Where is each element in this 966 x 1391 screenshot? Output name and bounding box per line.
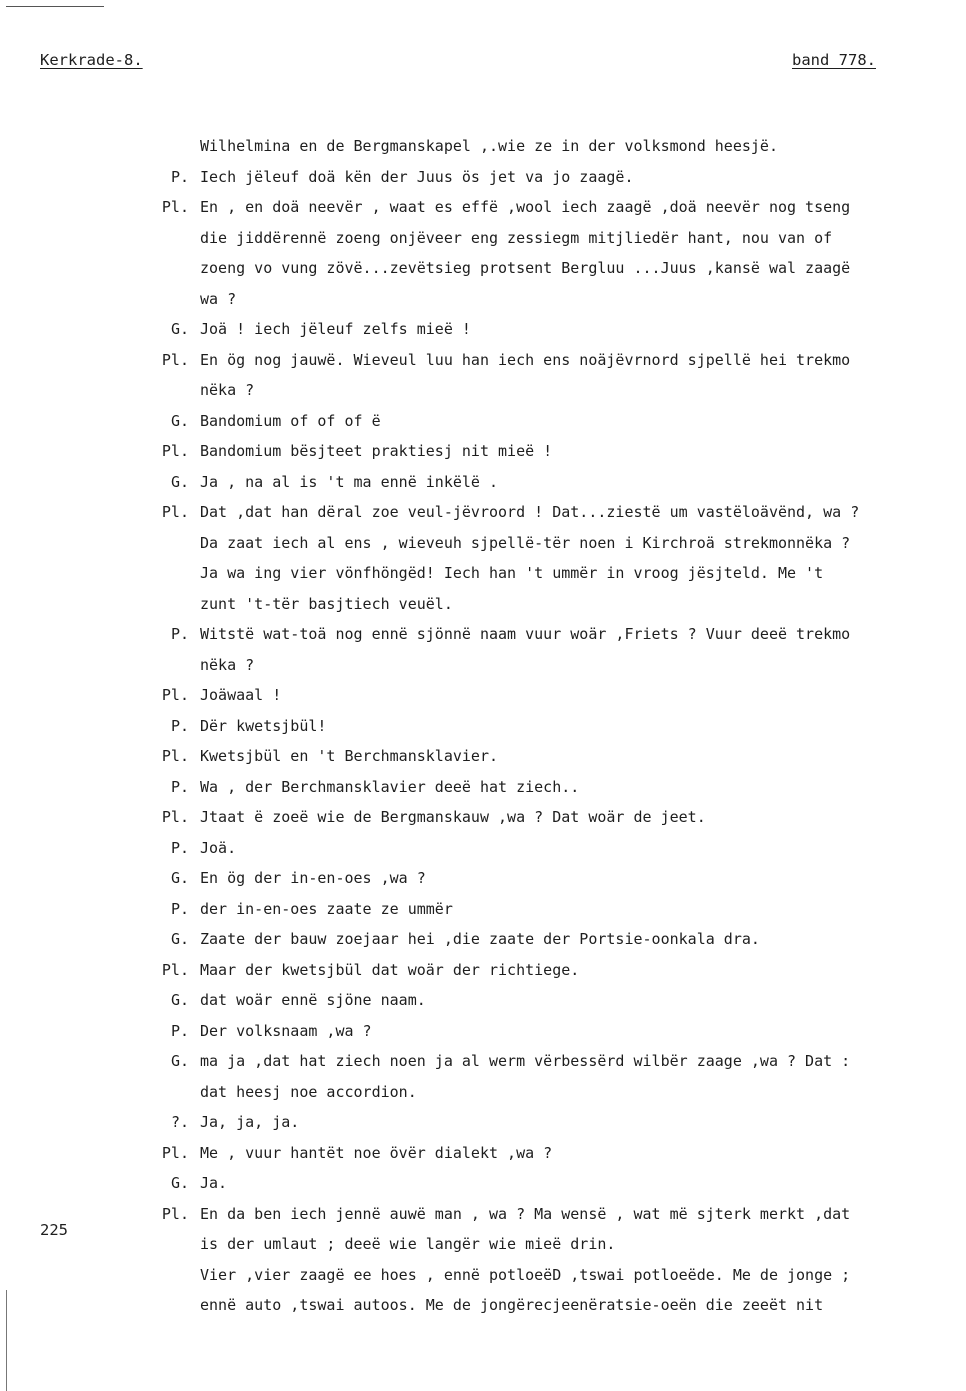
- transcript-line: [0, 345, 966, 376]
- line-text: Da zaat iech al ens , wieveuh sjpellë-tër noen i Kirchroä strekmonnëka ?: [200, 533, 851, 552]
- transcript-line: [0, 192, 966, 223]
- line-text: dat heesj noe accordion.: [200, 1082, 417, 1101]
- transcript-line: [0, 253, 966, 284]
- line-text: Iech jëleuf doä kën der Juus ös jet va jo zaagë.: [200, 167, 634, 186]
- speaker-label: Pl.: [161, 1143, 189, 1162]
- transcript-line: [0, 1016, 966, 1047]
- transcript-line: [0, 436, 966, 467]
- speaker-label: Pl.: [161, 960, 189, 979]
- line-text: Zaate der bauw zoejaar hei ,die zaate der Portsie-oonkala dra.: [200, 930, 760, 948]
- line-text: Witstë wat-toä nog ennë sjönnë naam vuur woär ,Friets ? Vuur deeë trekmo: [200, 625, 851, 643]
- transcript-line: [0, 1229, 966, 1260]
- line-text: Vier ,vier zaagë ee hoes , ennë potloeëD ,tswai potloeëde. Me de jonge ;: [200, 1265, 851, 1284]
- line-text: Joä ! iech jëleuf zelfs mieë !: [200, 320, 471, 338]
- transcript-line: [0, 375, 966, 406]
- header-tape-number: band 778.: [792, 51, 876, 69]
- transcript-line: [0, 558, 966, 589]
- speaker-label: P.: [170, 716, 189, 735]
- transcript-line: [0, 711, 966, 742]
- speaker-label: G.: [170, 930, 189, 948]
- transcript-line: [0, 802, 966, 833]
- line-text: dat woär ennë sjöne naam.: [200, 991, 426, 1009]
- speaker-label: G.: [170, 411, 189, 430]
- transcript-line: [0, 1260, 966, 1291]
- line-text: En da ben iech jennë auwë man , wa ? Ma wensë , wat më sjterk merkt ,dat: [200, 1204, 851, 1223]
- speaker-label: G.: [170, 1052, 189, 1070]
- speaker-label: Pl.: [161, 350, 189, 369]
- transcript-line: [0, 131, 966, 162]
- transcript-line: [0, 223, 966, 254]
- line-text: Jtaat ë zoeë wie de Bergmanskauw ,wa ? Dat woär de jeet.: [200, 808, 706, 826]
- line-text: zoeng vo vung zövë...zevëtsieg protsent Bergluu ...Juus ,kansë wal zaagë: [200, 259, 851, 277]
- transcript-line: [0, 497, 966, 528]
- transcript-body: [0, 131, 966, 1321]
- line-text: is der umlaut ; deeë wie langër wie mieë drin.: [200, 1235, 616, 1253]
- transcript-line: [0, 1077, 966, 1108]
- line-text: Der volksnaam ,wa ?: [200, 1021, 372, 1040]
- transcript-line: [0, 985, 966, 1016]
- page-number: 225: [40, 1221, 68, 1239]
- line-text: nëka ?: [200, 381, 255, 399]
- transcript-line: [0, 1168, 966, 1199]
- speaker-label: Pl.: [161, 503, 189, 521]
- speaker-label: Pl.: [161, 686, 189, 704]
- transcript-line: [0, 589, 966, 620]
- transcript-line: [0, 467, 966, 498]
- transcript-line: [0, 1107, 966, 1138]
- line-text: ennë auto ,tswai autoos. Me de jongërecjeenëratsie-oeën die zeeët nit: [200, 1296, 824, 1314]
- speaker-label: ?.: [170, 1113, 189, 1131]
- transcript-line: [0, 284, 966, 315]
- header-location: Kerkrade-8.: [40, 51, 143, 69]
- transcript-line: [0, 528, 966, 559]
- line-text: Dat ,dat han dëral zoe veul-jëvroord ! Dat...ziestë um vastëloävënd, wa ?: [200, 503, 860, 521]
- line-text: Maar der kwetsjbül dat woär der richtiege.: [200, 960, 580, 979]
- transcript-line: [0, 955, 966, 986]
- speaker-label: Pl.: [161, 198, 189, 216]
- line-text: En ög nog jauwë. Wieveul luu han iech ens noäjëvrnord sjpellë hei trekmo: [200, 350, 851, 369]
- line-text: Ja.: [200, 1174, 228, 1192]
- transcript-line: [0, 924, 966, 955]
- speaker-label: P.: [170, 777, 189, 796]
- transcript-line: [0, 833, 966, 864]
- transcript-line: [0, 772, 966, 803]
- speaker-label: G.: [170, 472, 189, 491]
- line-text: En ög der in-en-oes ,wa ?: [200, 869, 426, 887]
- speaker-label: G.: [170, 869, 189, 887]
- margin-line: [6, 1290, 7, 1391]
- speaker-label: P.: [170, 625, 189, 643]
- speaker-label: Pl.: [161, 1204, 189, 1223]
- line-text: Wilhelmina en de Bergmanskapel ,.wie ze in der volksmond heesjë.: [200, 137, 778, 155]
- speaker-label: P.: [170, 899, 189, 918]
- line-text: der in-en-oes zaate ze ummër: [200, 899, 453, 918]
- transcript-line: [0, 1138, 966, 1169]
- speaker-label: G.: [170, 1174, 189, 1192]
- transcript-line: [0, 406, 966, 437]
- line-text: Bandomium of of of ë: [200, 411, 381, 430]
- transcript-line: [0, 619, 966, 650]
- line-text: Joäwaal !: [200, 686, 282, 704]
- speaker-label: Pl.: [161, 442, 189, 460]
- line-text: ma ja ,dat hat ziech noen ja al werm vërbessërd wilbër zaage ,wa ? Dat :: [200, 1052, 851, 1070]
- speaker-label: G.: [170, 991, 189, 1009]
- line-text: En , en doä neevër , waat es effë ,wool iech zaagë ,doä neevër nog tseng: [200, 198, 851, 216]
- line-text: zunt 't-tër basjtiech veuël.: [200, 594, 453, 613]
- line-text: Me , vuur hantët noe övër dialekt ,wa ?: [200, 1143, 553, 1162]
- transcript-line: [0, 650, 966, 681]
- line-text: Wa , der Berchmansklavier deeë hat ziech..: [200, 777, 580, 796]
- speaker-label: P.: [170, 838, 189, 857]
- line-text: Joä.: [200, 838, 237, 857]
- speaker-label: P.: [170, 167, 189, 186]
- line-text: Ja wa ing vier vönfhöngëd! Iech han 't ummër in vroog jësjteld. Me 't: [200, 564, 824, 582]
- line-text: die jiddërennë zoeng onjëveer eng zessiegm mitjliedër hant, nou van of: [200, 228, 833, 247]
- transcript-line: [0, 314, 966, 345]
- line-text: Bandomium bësjteet praktiesj nit mieë !: [200, 442, 553, 460]
- speaker-label: Pl.: [161, 747, 189, 765]
- transcript-line: [0, 894, 966, 925]
- line-text: Ja, ja, ja.: [200, 1113, 300, 1131]
- line-text: nëka ?: [200, 655, 255, 674]
- line-text: Dër kwetsjbül!: [200, 716, 327, 735]
- transcript-line: [0, 863, 966, 894]
- top-rule: [6, 6, 104, 7]
- line-text: wa ?: [200, 289, 237, 308]
- speaker-label: Pl.: [161, 808, 189, 826]
- transcript-line: [0, 1290, 966, 1321]
- speaker-label: G.: [170, 320, 189, 338]
- transcript-line: [0, 162, 966, 193]
- transcript-line: [0, 1046, 966, 1077]
- transcript-line: [0, 680, 966, 711]
- speaker-label: P.: [170, 1021, 189, 1040]
- line-text: Ja , na al is 't ma ennë inkëlë .: [200, 472, 499, 491]
- transcript-line: [0, 741, 966, 772]
- transcript-line: [0, 1199, 966, 1230]
- line-text: Kwetsjbül en 't Berchmansklavier.: [200, 747, 499, 765]
